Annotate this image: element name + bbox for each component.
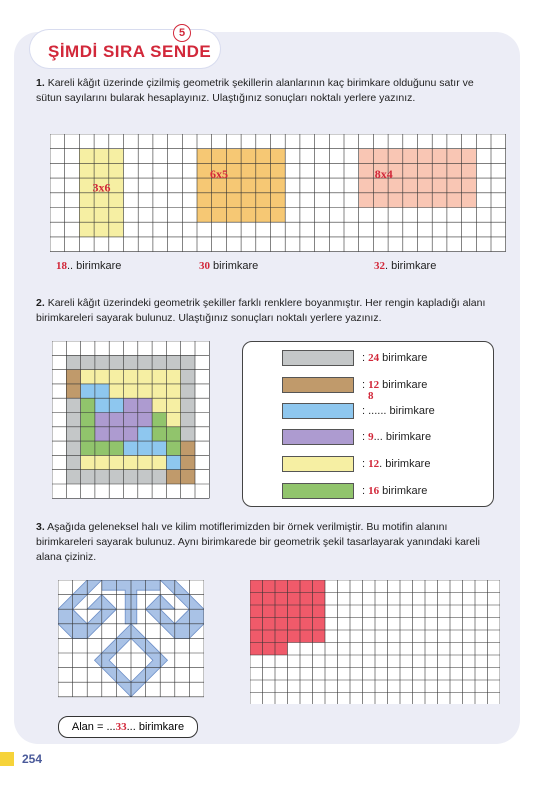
q1-text <box>36 76 502 106</box>
q2-colored-cell <box>181 384 195 398</box>
q2-colored-cell <box>81 413 95 427</box>
q3-motif-grid <box>58 580 204 704</box>
q2-colored-cell <box>81 384 95 398</box>
q2-colored-cell <box>166 441 180 455</box>
q2-colored-cell <box>166 384 180 398</box>
q2-colored-cell <box>166 470 180 484</box>
q2-colored-cell <box>181 470 195 484</box>
q1-label-yellow: 3x6 <box>92 180 111 195</box>
q2-colored-cell <box>66 384 80 398</box>
q2-legend-row <box>282 350 427 366</box>
q2-colored-cell <box>124 355 138 369</box>
q2-legend-prefix: : <box>362 431 369 443</box>
q3-area-suffix: ... birimkare <box>126 721 185 733</box>
q2-colored-cell <box>124 427 138 441</box>
q2-colored-cell <box>166 355 180 369</box>
q3-drawing-grid <box>250 580 500 704</box>
q2-colored-cell <box>181 413 195 427</box>
q2-colored-cell <box>181 355 195 369</box>
q2-text <box>36 296 502 326</box>
q2-colored-cell <box>152 413 166 427</box>
q2-colored-cell <box>138 470 152 484</box>
q2-legend-row <box>282 429 431 445</box>
q3-number: 3. <box>36 521 45 533</box>
q2-colored-cell <box>109 427 123 441</box>
q2-colored-cell <box>95 470 109 484</box>
q2-colored-cell <box>152 470 166 484</box>
q1-answer-2-suffix: birimkare <box>210 260 259 272</box>
q3-body: Aşağıda geleneksel halı ve kilim motiflerimizden bir örnek verilmiştir. Bu motifin alanını birimkareleri sayarak bulunuz. Aynı birimkarede bir geometrik şekil tasarlayarak yanındaki kareli alana çiziniz. <box>36 521 480 563</box>
q2-colored-cell <box>66 398 80 412</box>
q2-colored-cell <box>66 355 80 369</box>
q2-legend-prefix: : <box>362 458 369 470</box>
q2-legend-suffix: ...... birimkare <box>368 405 435 417</box>
q2-colored-cell <box>124 384 138 398</box>
q3-area-prefix: Alan = ... <box>71 721 116 733</box>
q2-colored-cell <box>152 441 166 455</box>
q2-legend-suffix: ... birimkare <box>373 431 432 443</box>
q2-colored-cell <box>181 455 195 469</box>
q2-colored-cell <box>124 370 138 384</box>
q2-legend-prefix: : <box>362 352 369 364</box>
q2-colored-cell <box>109 355 123 369</box>
q2-colored-cell <box>95 427 109 441</box>
q2-colored-cell <box>95 441 109 455</box>
q2-colored-cell <box>138 455 152 469</box>
section-number-badge: 5 <box>173 24 191 42</box>
q2-colored-cell <box>124 455 138 469</box>
q2-colored-cell <box>181 398 195 412</box>
q2-colored-cell <box>95 455 109 469</box>
q2-colored-cell <box>95 413 109 427</box>
q2-legend-swatch <box>282 429 354 445</box>
q2-legend-value: 12 <box>368 379 380 391</box>
section-title: ŞİMDİ SIRA SENDE <box>48 42 212 61</box>
q2-colored-cell <box>95 355 109 369</box>
q2-colored-cell <box>95 398 109 412</box>
q2-colored-cell <box>166 370 180 384</box>
q2-legend-suffix: birimkare <box>379 379 428 391</box>
q2-legend-value: 24 <box>368 352 380 364</box>
q1-grid <box>50 134 506 256</box>
q2-colored-cell <box>138 355 152 369</box>
q2-colored-cell <box>95 370 109 384</box>
q2-colored-cell <box>109 398 123 412</box>
q1-label-pink: 8x4 <box>374 167 393 182</box>
q2-colored-cell <box>152 370 166 384</box>
q2-colored-cell <box>181 427 195 441</box>
q2-colored-cell <box>109 441 123 455</box>
q2-grid <box>52 341 222 505</box>
q1-answer-3 <box>374 260 436 272</box>
q2-legend-suffix: birimkare <box>379 352 428 364</box>
q2-legend-prefix: : <box>362 405 369 417</box>
q2-legend-swatch <box>282 350 354 366</box>
q2-colored-cell <box>66 470 80 484</box>
q2-colored-cell <box>124 441 138 455</box>
q2-legend-row <box>282 377 427 393</box>
q2-colored-cell <box>124 413 138 427</box>
q2-colored-cell <box>81 355 95 369</box>
q2-colored-cell <box>138 398 152 412</box>
q2-colored-cell <box>124 470 138 484</box>
q2-colored-cell <box>81 398 95 412</box>
q3-drawn-shape-extra <box>250 643 288 656</box>
q2-colored-cell <box>138 441 152 455</box>
q2-legend-extra-note: 8 <box>368 390 374 402</box>
q1-body: Kareli kâğıt üzerinde çizilmiş geometrik şekillerin alanlarının kaç birimkare olduğunu satır ve sütun sayılarını bularak hesaplayınız. Ulaştığınız sonuçları noktalı yerlere yazınız. <box>36 77 474 104</box>
q2-legend-swatch <box>282 456 354 472</box>
q2-colored-cell <box>66 370 80 384</box>
q2-colored-cell <box>81 370 95 384</box>
q2-legend-suffix: birimkare <box>379 485 428 497</box>
q2-legend-row <box>282 456 430 472</box>
q2-legend-suffix: . birimkare <box>379 458 431 470</box>
q3-text <box>36 520 502 565</box>
q2-body: Kareli kâğıt üzerindeki geometrik şekiller farklı renklere boyanmıştır. Her rengin kapladığı alanı birimkareleri sayarak bulunuz. Ulaştığınız sonuçları noktalı yerlere yazınız. <box>36 297 486 324</box>
q1-number: 1. <box>36 77 45 89</box>
q2-colored-cell <box>66 441 80 455</box>
q2-legend-value: 9 <box>368 431 374 443</box>
q2-colored-cell <box>81 441 95 455</box>
q3-area-box <box>58 716 198 738</box>
page-color-strip <box>0 752 14 766</box>
q2-colored-cell <box>81 470 95 484</box>
q2-colored-cell <box>138 370 152 384</box>
q2-legend-prefix: : <box>362 485 369 497</box>
q2-colored-cell <box>138 384 152 398</box>
q2-colored-cell <box>81 427 95 441</box>
q2-colored-cell <box>66 455 80 469</box>
q1-answer-3-suffix: . birimkare <box>385 260 437 272</box>
q3-drawing-grid-lines <box>250 580 500 704</box>
q2-legend-value: 12 <box>368 458 380 470</box>
q2-colored-cell <box>138 427 152 441</box>
q2-colored-cell <box>152 398 166 412</box>
q2-colored-cell <box>181 370 195 384</box>
q2-colored-cell <box>152 427 166 441</box>
q1-label-orange: 6x5 <box>210 167 229 182</box>
q2-colored-cell <box>81 455 95 469</box>
q2-colored-cell <box>166 427 180 441</box>
q2-colored-cell <box>109 413 123 427</box>
q2-colored-cell <box>152 384 166 398</box>
q2-legend-swatch <box>282 403 354 419</box>
q2-legend-value: 16 <box>368 485 380 497</box>
q2-colored-cell <box>95 384 109 398</box>
q2-colored-cell <box>152 355 166 369</box>
q2-colored-cell <box>152 455 166 469</box>
q2-colored-cell <box>109 470 123 484</box>
q2-colored-cell <box>124 398 138 412</box>
q2-legend-row <box>282 403 435 419</box>
q2-colored-cell <box>109 370 123 384</box>
q2-colored-cell <box>109 455 123 469</box>
q1-answer-1 <box>56 260 121 272</box>
q1-answer-1-value: 18 <box>56 260 67 272</box>
q2-colored-cell <box>66 427 80 441</box>
q1-answer-2 <box>199 260 258 272</box>
q2-colored-cell <box>66 413 80 427</box>
q2-legend-prefix: : <box>362 379 369 391</box>
page-number: 254 <box>22 752 43 766</box>
q2-legend-swatch <box>282 483 354 499</box>
q1-answer-1-suffix: .. birimkare <box>67 260 122 272</box>
q3-area-value: 33 <box>115 721 127 733</box>
q2-colored-cell <box>166 398 180 412</box>
q2-legend-swatch <box>282 377 354 393</box>
q2-colored-cell <box>166 455 180 469</box>
q2-colored-cell <box>181 441 195 455</box>
q1-answer-2-value: 30 <box>199 260 210 272</box>
q2-colored-cell <box>138 413 152 427</box>
q2-colored-cell <box>166 413 180 427</box>
q2-number: 2. <box>36 297 45 309</box>
q1-answer-3-value: 32 <box>374 260 385 272</box>
q2-legend-row <box>282 483 427 499</box>
q2-colored-cell <box>109 384 123 398</box>
